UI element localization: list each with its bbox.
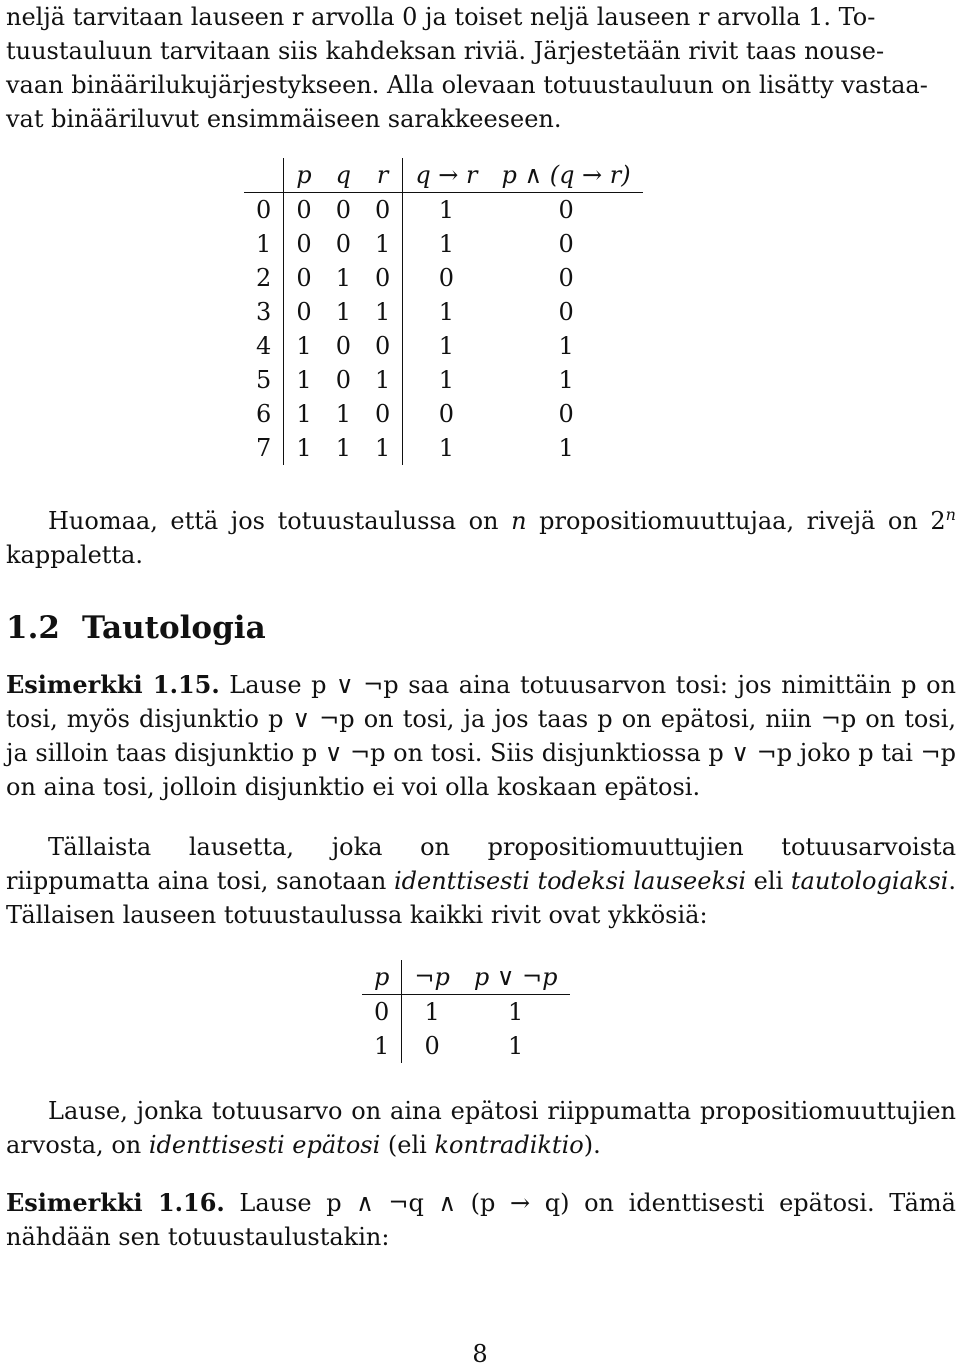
table-cell: 2: [244, 261, 284, 295]
truth-table-2: [362, 960, 570, 1063]
table-cell: 1: [296, 332, 312, 360]
paragraph-text: ).: [583, 1131, 601, 1159]
paragraph-text: (eli: [380, 1131, 435, 1159]
example-text: Lause p ∨ ¬p saa aina totuusarvon tosi: jos nimittäin p on tosi, myös disjunktio p ∨ ¬p on tosi, ja jos taas p on epätosi, niin ¬p on tosi, ja silloin taas disjunktio p ∨ ¬p on tosi. Siis disjunktiossa p ∨ ¬p joko p tai ¬p on aina tosi, jolloin disjunktio ei voi olla koskaan epätosi.: [6, 671, 956, 801]
section-heading: [6, 606, 266, 650]
page-number: 8: [472, 1340, 488, 1368]
table-header-row: [362, 960, 570, 995]
table-cell: 0: [424, 1032, 440, 1060]
table-cell: 0: [558, 230, 574, 258]
table-cell: 1: [438, 298, 455, 326]
table-row: [244, 193, 643, 228]
table-row: [244, 329, 643, 363]
section-title: Tautologia: [81, 610, 266, 646]
table-cell: 0: [558, 196, 574, 224]
table-row: [244, 397, 643, 431]
table-cell: 0: [296, 230, 312, 258]
table-cell: 0: [438, 400, 455, 428]
intro-line: vat binääriluvut ensimmäiseen sarakkeeseen.: [6, 105, 562, 133]
example-text: Lause p ∧ ¬q ∧ (p → q) on identtisesti epätosi. Tämä nähdään sen totuustaulustakin:: [6, 1189, 956, 1251]
table-cell: 1: [363, 227, 403, 261]
truth-table-1: [244, 158, 643, 465]
table-cell: 1: [335, 298, 351, 326]
tautology-paragraph: [6, 830, 956, 932]
table-header-row: [244, 158, 643, 193]
table-cell: 1: [438, 332, 455, 360]
table-cell: 0: [296, 196, 312, 224]
table-cell: 0: [335, 332, 351, 360]
example-label: Esimerkki 1.15.: [6, 670, 220, 699]
table-cell: 1: [335, 400, 351, 428]
example-1-16: [6, 1186, 956, 1254]
table-cell: 0: [363, 193, 403, 228]
table-row: [244, 295, 643, 329]
table-cell: 1: [363, 295, 403, 329]
table-cell: 0: [296, 298, 312, 326]
table-header-cell: p ∧ (q → r): [490, 158, 643, 193]
table-cell: 1: [438, 434, 455, 462]
note-variable: n: [511, 507, 527, 535]
table-cell: 1: [438, 230, 455, 258]
note-text: propositiomuuttujaa, rivejä on 2: [526, 507, 946, 535]
table-header-cell: ¬p: [402, 960, 462, 995]
table-cell: 3: [244, 295, 284, 329]
intro-line: vaan binäärilukujärjestykseen. Alla olevaan totuustauluun on lisätty vastaa-: [6, 71, 928, 99]
table-cell: 1: [508, 1032, 524, 1060]
table-cell: 1: [296, 434, 312, 462]
table-cell: 1: [335, 434, 351, 462]
table-row: [362, 1029, 570, 1063]
table-row: [362, 995, 570, 1030]
table-cell: 0: [558, 400, 574, 428]
contradiction-paragraph: [6, 1094, 956, 1162]
table-cell: 1: [296, 400, 312, 428]
table-cell: 0: [438, 264, 455, 292]
term-identically-true: identtisesti todeksi lauseeksi: [393, 867, 746, 895]
intro-line: neljä tarvitaan lauseen r arvolla 0 ja toiset neljä lauseen r arvolla 1. To-: [6, 3, 876, 31]
table-header-cell: p: [362, 960, 402, 995]
table-cell: 0: [335, 196, 351, 224]
paragraph-text: Tällaista lausetta, joka on propositiomuuttujien totuusarvoista riippumatta aina tosi, sanotaan: [6, 833, 956, 895]
table-cell: 1: [244, 227, 284, 261]
table-cell: 1: [363, 363, 403, 397]
table-cell: 0: [558, 264, 574, 292]
table-header-cell: p: [284, 158, 324, 193]
table-cell: 0: [363, 397, 403, 431]
paragraph-text: eli: [746, 867, 791, 895]
table-cell: 0: [335, 366, 351, 394]
table-row: [244, 363, 643, 397]
note-paragraph: [6, 498, 956, 572]
example-1-15: [6, 668, 956, 804]
table-cell: 1: [362, 1029, 402, 1063]
table-cell: 1: [363, 431, 403, 465]
table-cell: 1: [558, 434, 574, 462]
example-label: Esimerkki 1.16.: [6, 1188, 225, 1217]
paragraph-text: Lause, jonka totuusarvo on aina epätosi riippumatta propositiomuuttujien arvosta, on: [6, 1097, 956, 1159]
note-text: kappaletta.: [6, 541, 143, 569]
table-cell: 1: [335, 264, 351, 292]
term-contradiction: kontradiktio: [434, 1131, 584, 1159]
table-header-cell: q: [324, 158, 363, 193]
table-cell: 1: [438, 366, 455, 394]
table-cell: 1: [558, 332, 574, 360]
table-cell: 0: [363, 261, 403, 295]
table-header-cell: q → r: [403, 158, 490, 193]
section-number: 1.2: [6, 610, 60, 646]
paragraph-text: . Tällaisen lauseen totuustaulussa kaikki rivit ovat ykkösiä:: [6, 867, 957, 929]
table-row: [244, 227, 643, 261]
table-cell: 7: [244, 431, 284, 465]
table-cell: 1: [558, 366, 574, 394]
table-cell: 0: [363, 329, 403, 363]
table-cell: 1: [438, 196, 455, 224]
table-row: [244, 431, 643, 465]
table-header-cell: p ∨ ¬p: [462, 960, 570, 995]
term-tautology: tautologiaksi: [790, 867, 949, 895]
table-cell: 1: [296, 366, 312, 394]
table-header-cell: [244, 158, 284, 193]
intro-paragraph: [6, 0, 956, 136]
table-row: [244, 261, 643, 295]
note-exponent: n: [945, 505, 956, 524]
table-cell: 1: [424, 998, 440, 1026]
table-cell: 4: [244, 329, 284, 363]
table-cell: 5: [244, 363, 284, 397]
table-cell: 0: [244, 193, 284, 228]
table-cell: 6: [244, 397, 284, 431]
table-cell: 1: [508, 998, 524, 1026]
table-cell: 0: [335, 230, 351, 258]
table-cell: 0: [296, 264, 312, 292]
table-cell: 0: [558, 298, 574, 326]
table-header-cell: r: [363, 158, 403, 193]
table-cell: 0: [362, 995, 402, 1030]
note-text: Huomaa, että jos totuustaulussa on: [48, 507, 512, 535]
intro-line: tuustauluun tarvitaan siis kahdeksan riviä. Järjestetään rivit taas nouse-: [6, 37, 885, 65]
term-identically-false: identtisesti epätosi: [148, 1131, 381, 1159]
